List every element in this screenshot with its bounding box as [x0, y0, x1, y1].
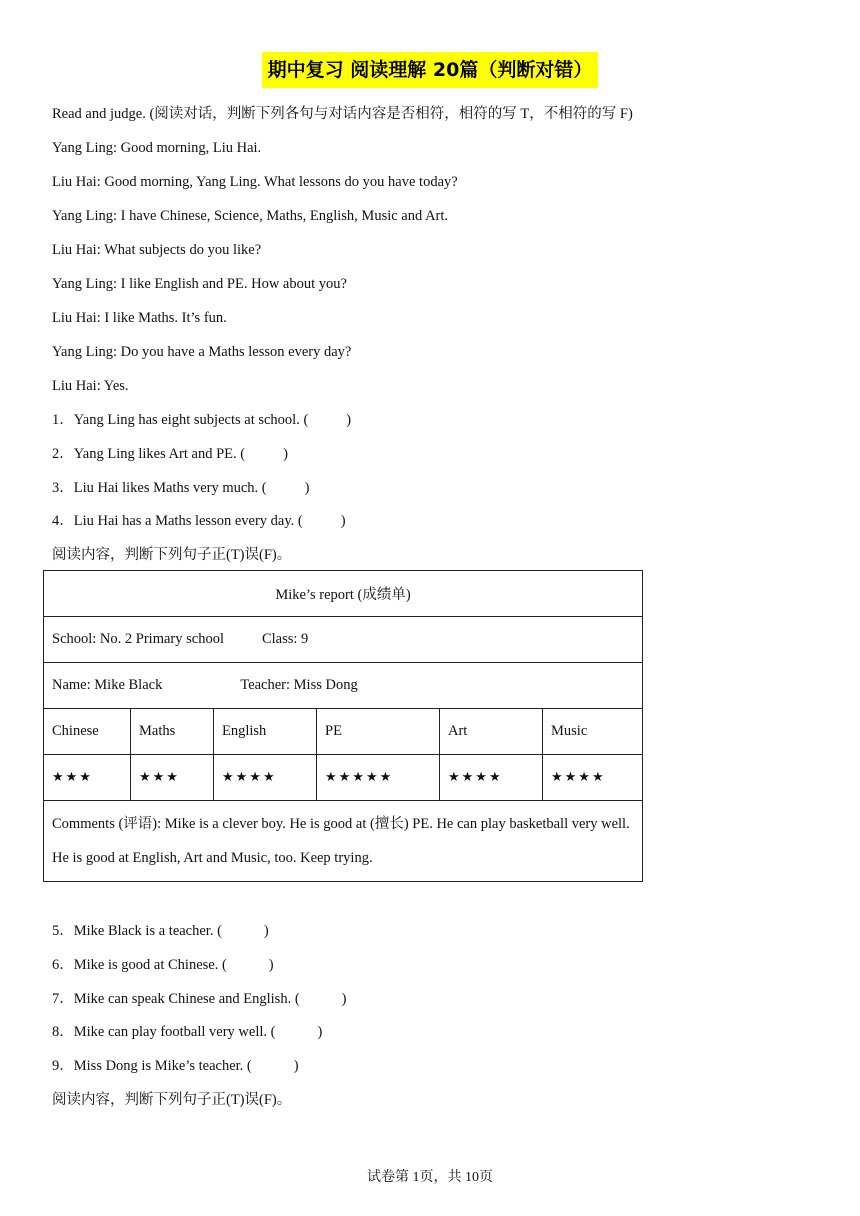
question-3: [52, 478, 309, 498]
page-title: 期中复习 阅读理解 20篇（判断对错）: [262, 52, 599, 88]
question-number: 1．: [52, 412, 74, 428]
star-rating: ★★★★★: [317, 755, 440, 801]
question-close: ): [283, 446, 288, 462]
question-2: [52, 444, 288, 464]
question-number: 7．: [52, 991, 74, 1007]
question-close: ): [293, 1058, 299, 1074]
star-rating: ★★★★: [214, 755, 317, 801]
instruction-judge-tf-2: 阅读内容，判断下列句子正(T)误(F)。: [52, 1092, 292, 1108]
dialogue-line: Liu Hai: What subjects do you like?: [52, 242, 262, 258]
question-text: Mike can play football very well. (: [73, 1024, 276, 1040]
question-close: ): [340, 513, 346, 529]
question-1: [52, 410, 351, 430]
report-name: Name: Mike Black: [52, 677, 163, 693]
dialogue-line: Yang Ling: Do you have a Maths lesson every day?: [52, 344, 352, 360]
report-heading: Mike’s report (成绩单): [44, 571, 643, 617]
title-container: [0, 52, 860, 88]
page-footer: 试卷第 1页，共 10页: [367, 1170, 493, 1185]
report-class: Class: 9: [261, 631, 309, 647]
question-number: 9．: [52, 1058, 74, 1074]
dialogue-line: Yang Ling: Good morning, Liu Hai.: [52, 140, 262, 156]
question-6: [52, 955, 274, 975]
question-close: ): [346, 412, 352, 428]
question-number: 2．: [52, 446, 74, 462]
question-number: 4．: [52, 513, 74, 529]
question-text: Liu Hai has a Maths lesson every day. (: [73, 513, 303, 529]
question-text: Liu Hai likes Maths very much. (: [73, 480, 267, 496]
question-text: Miss Dong is Mike’s teacher. (: [73, 1058, 252, 1074]
question-number: 5．: [52, 923, 74, 939]
question-close: ): [263, 923, 269, 939]
star-rating: ★★★: [131, 755, 214, 801]
instruction-judge-tf: 阅读内容，判断下列句子正(T)误(F)。: [52, 547, 292, 563]
question-close: ): [317, 1024, 323, 1040]
question-5: [52, 921, 269, 941]
subject-cell: Music: [543, 709, 643, 755]
question-text: Yang Ling likes Art and PE. (: [73, 446, 246, 462]
question-number: 8．: [52, 1024, 74, 1040]
question-text: Mike Black is a teacher. (: [73, 923, 222, 939]
instruction-read-and-judge: Read and judge. (阅读对话，判断下列各句与对话内容是否相符，相符的写 T，不相符的写 F): [52, 106, 633, 122]
star-rating: ★★★: [44, 755, 131, 801]
subject-cell: Art: [440, 709, 543, 755]
question-text: Mike can speak Chinese and English. (: [73, 991, 300, 1007]
question-9: [52, 1056, 299, 1076]
report-teacher: Teacher: Miss Dong: [240, 677, 358, 693]
subject-cell: PE: [317, 709, 440, 755]
question-close: ): [304, 480, 310, 496]
dialogue-line: Yang Ling: I like English and PE. How about you?: [52, 276, 347, 292]
report-table: [43, 570, 643, 882]
dialogue-line: Liu Hai: Good morning, Yang Ling. What lessons do you have today?: [52, 174, 458, 190]
question-4: [52, 511, 346, 531]
report-school-row: [44, 617, 643, 663]
question-text: Yang Ling has eight subjects at school. (: [73, 412, 309, 428]
star-rating: ★★★★: [543, 755, 643, 801]
subject-cell: English: [214, 709, 317, 755]
report-name-row: [44, 663, 643, 709]
report-school: School: No. 2 Primary school: [52, 631, 224, 647]
subject-cell: Chinese: [44, 709, 131, 755]
question-close: ): [268, 957, 274, 973]
report-comments: Comments (评语): Mike is a clever boy. He is good at (擅长) PE. He can play basketball very well. He is good at English, Art and Music, too. Keep trying.: [44, 801, 643, 882]
question-7: [52, 989, 347, 1009]
question-text: Mike is good at Chinese. (: [73, 957, 227, 973]
question-8: [52, 1022, 322, 1042]
dialogue-line: Yang Ling: I have Chinese, Science, Maths, English, Music and Art.: [52, 208, 449, 224]
dialogue-line: Liu Hai: I like Maths. It’s fun.: [52, 310, 227, 326]
dialogue-line: Liu Hai: Yes.: [52, 378, 129, 394]
question-number: 3．: [52, 480, 74, 496]
subject-cell: Maths: [131, 709, 214, 755]
star-rating: ★★★★: [440, 755, 543, 801]
question-close: ): [341, 991, 347, 1007]
question-number: 6．: [52, 957, 74, 973]
